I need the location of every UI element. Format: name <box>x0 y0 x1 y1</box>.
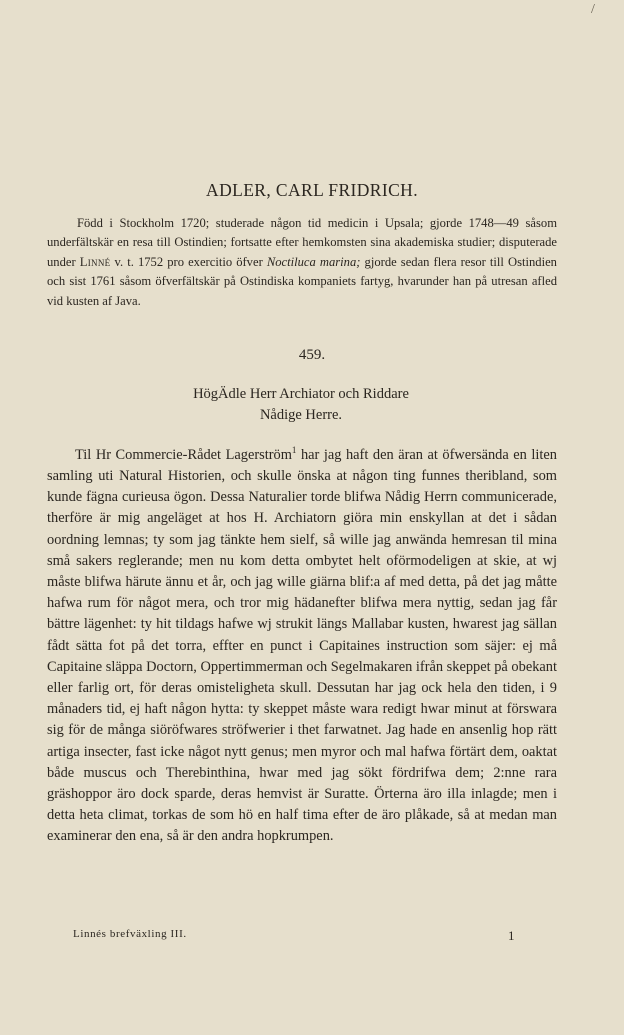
bio-text-1: Född i Stockholm 1720; studerade någon tid medicin i Upsala; gjorde 1748—49 såsom underfältskär en resa till Ostindien; fortsatte efter hemkomsten sina akademiska studier; disputerade under <box>47 216 557 269</box>
biography-paragraph <box>47 214 557 311</box>
footnote-mark: 1 <box>291 445 297 455</box>
letter-text-1: Til Hr Commercie-Rådet Lagerström <box>75 446 292 463</box>
bio-linne: Linné <box>79 254 111 269</box>
margin-mark: / <box>591 2 595 17</box>
bio-text-3: gjorde sedan flera resor till Ostindien och sist 1761 såsom öfverfältskär på Ostindiska kompaniets fartyg, hvarunder han på utresan afled vid kusten af Java. <box>47 254 557 308</box>
footer-sheet-number: 1 <box>508 928 515 943</box>
footer-signature: Linnés brefväxling III. <box>73 928 187 940</box>
salutation <box>0 384 602 425</box>
letter-body <box>47 440 557 848</box>
letter-text-2: har jag haft den äran at öfwersända en liten samling uti Natural Historien, och skulle önska at någon ting funnes theribland, som kunde fägna curieusa ögon. Dessa Naturalier torde blifwa Nådig Herrn communicerade, therföre är mig angeläget at hos H. Archiatorn giöra min enskyllan at det i sådan oordning lemnas; ty som jag tänkte hem sielf, så wille jag anwända hemresan til mina små sakers reglerande; men nu kom detta ombytet helt oförmodeligen at skie, at wj måste blifwa härute ännu et år, och jag wille giärna blif:a af med detta, på det jag måtte hafwa rum för något mera, och tror mig hädanefter blifwa mera nyttig, sedan jag får bättre lägenhet: ty hit tildags hafwe wj strukit längs Mallabar kusten, hwarest jag sällan fådt sätta fot på det torra, effter en punct i Capitaines instruction som säjer: ej må Capitaine släppa Doctorn, Oppertimmerman och Segelmakaren ifrån skeppet på obekant eller farlig ort, för deras omisteligheta skull. Dessutan har jag ock hela den tiden, i 9 månaders tid, ej haft någon hytta: ty skeppet måste wara redigt hwar minut at förswara sig för de många siöröfwares ströfwerier i thet farwatnet. Jag hade en ansenlig hop rätt artiga insecter, fast icke något nytt genus; men myror och mal hafwa förtärt dem, oaktat både muscus och Therebinthina, hwar med jag sökt fördrifwa dem; 2:nne rara gräshoppor äro dock sparde, deras hemvist är Suratte. Örterna äro illa inlagde; men i detta heta climat, torkas de som hö en half tima efter de äro plåkade, så at medan man examinerar den ena, så är den andra hopkrumpen. <box>47 446 557 845</box>
bio-text-2: v. t. 1752 pro exercitio öfver <box>110 254 267 269</box>
salutation-line-2: Nådige Herre. <box>259 406 343 423</box>
page-title: ADLER, CARL FRIDRICH. <box>206 180 418 200</box>
bio-species: Noctiluca marina; <box>266 254 361 269</box>
salutation-line-1: HögÄdle Herr Archiator och Riddare <box>193 386 409 402</box>
letter-number: 459. <box>298 347 326 363</box>
